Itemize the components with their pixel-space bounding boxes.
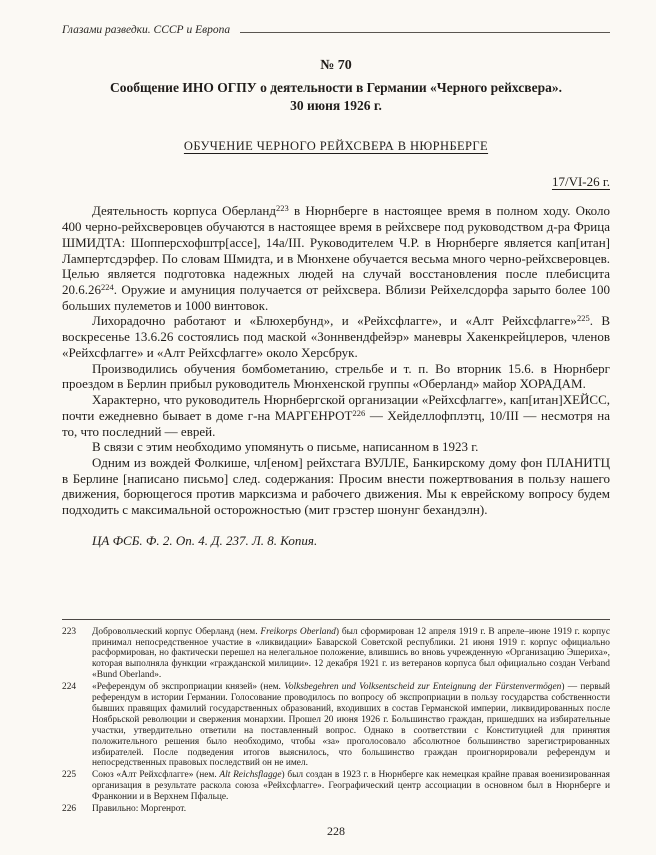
footnote-text: Союз «Алт Рейхсфлагге» (нем. Alt Reichsflagge) был создан в 1923 г. в Нюрнберге как немецкая крайне правая военизированная организация в результате раскола союза «Рейхсфлагге». Географический центр ассоциации в основном был в Нюрнберге и Франконии и в Верхнем Пфальце. bbox=[92, 770, 610, 803]
archive-reference: ЦА ФСБ. Ф. 2. Оп. 4. Д. 237. Л. 8. Копия. bbox=[92, 532, 318, 548]
body-paragraph: Характерно, что руководитель Нюрнбергской организации «Рейхсфлагге», кап[итан]ХЕЙСС, почти ежедневно бывает в доме г-на МАРГЕНРОТ$^{226}$ — Хейделлофплэтц, 10/III — несмотря на то, что последний — еврей. bbox=[62, 392, 610, 439]
footnote bbox=[62, 682, 610, 769]
footnote-list bbox=[62, 627, 610, 815]
footnote-reference: 224 bbox=[101, 281, 114, 292]
document-title-date: 30 июня 1926 г. bbox=[290, 98, 382, 114]
footnote-reference: 223 bbox=[275, 203, 289, 214]
footnote-separator bbox=[62, 619, 610, 620]
footnote-text: Правильно: Моргенрот. bbox=[92, 804, 187, 815]
footnote-number: 223 bbox=[62, 626, 77, 637]
document-title-line: Сообщение ИНО ОГПУ о деятельности в Германии «Черного рейхсвера». bbox=[110, 80, 562, 95]
footnote bbox=[62, 770, 610, 803]
document-title bbox=[62, 79, 610, 115]
running-header bbox=[62, 24, 610, 36]
section-heading-row bbox=[62, 137, 610, 155]
footnotes-section bbox=[62, 619, 610, 816]
footnote-reference: 225 bbox=[576, 313, 590, 324]
footnote bbox=[62, 804, 610, 815]
body-paragraph: Деятельность корпуса Оберланд$^{223}$ в Нюрнберге в настоящее время в полном ходу. Около 400 черно-рейхсверовцев обучаются в настоящее время в рейхсвере под руководством д-ра Фрица ШМИДТА: Шопперсхофштр[ассе], 14а/III. Руководителем Ч.Р. в Нюрнберге является кап[итан] Лампертсдэрфер. По словам Шмидта, и в Мюнхене обучается весьма много черно-рейхсверовцев. Целью является подготовка надежных людей на случай восстановления после плебисцита 20.6.26$^{224}$. Оружие и амуниция получается от рейхсвера. Вблизи Рейхелсдорфа зарыто более 100 больших пулеметов и 1000 винтовок. bbox=[62, 203, 610, 313]
footnote-number: 225 bbox=[62, 770, 77, 781]
section-heading: ОБУЧЕНИЕ ЧЕРНОГО РЕЙХСВЕРА В НЮРНБЕРГЕ bbox=[183, 139, 489, 154]
footnote-number: 224 bbox=[62, 682, 77, 693]
date-note-row bbox=[62, 173, 610, 191]
footnote-text: «Референдум об экспроприации князей» (нем. Volksbegehren und Volksentscheid zur Enteignung der Fürstenvermögen) — первый референдум в истории Германии. Голосование проводилось по вопросу об экспроприации в пользу государства собственности бывших правящих фамилий государственных образований, входивших в состав Германской империи, ликвидированных после Ноябрьской революции и свержения монархии. Прошел 20 июня 1926 г. Большинство граждан, пришедших на избирательные участки, утвердительно ответили на поставленный вопрос. Однако в соответствии с Конституцией для принятия положительного решения было необходимо, чтобы «за» проголосовало абсолютное большинство зарегистрированных избирателей. После подведения итогов выяснилось, что большинство граждан проигнорировали референдум и непосредственных правовых последствий он не имел. bbox=[92, 682, 611, 769]
date-note: 17/VI-26 г. bbox=[551, 174, 610, 190]
footnote-reference: 226 bbox=[352, 407, 366, 418]
body-paragraph: Лихорадочно работают и «Блюхербунд», и «Рейхсфлагге», и «Алт Рейхсфлагге»$^{225}$. В воскресенье 13.6.26 состоялись под маской «Зоннвендфейэр» маневры Хакенкрейцлеров, членов «Рейхсфлагге» и «Алт Рейхсфлагге» около Херсбрук. bbox=[62, 313, 610, 360]
running-header-rule bbox=[240, 32, 610, 33]
body-paragraph: Производились обучения бомбометанию, стрельбе и т. п. Во вторник 15.6. в Нюрнберг проездом в Берлин прибыл руководитель Мюнхенской группы «Оберланд» майор ХОРАДАМ. bbox=[62, 360, 610, 392]
body-paragraph: В связи с этим необходимо упомянуть о письме, написанном в 1923 г. bbox=[92, 439, 479, 455]
document-body bbox=[62, 203, 610, 517]
footnote-number: 226 bbox=[62, 804, 77, 815]
running-header-title: Глазами разведки. СССР и Европа bbox=[62, 24, 231, 36]
footnote bbox=[62, 627, 610, 682]
footnote-text: Добровольческий корпус Оберланд (нем. Freikorps Oberland) был сформирован 12 апреля 1919 г. В апреле–июне 1919 г. корпус принимал непосредственное участие в «ликвидации» Баварской Советской республики. 21 июня 1919 г. корпус официально расформирован, но фактически перешел на нелегальное положение, влившись во вновь учрежденную «Организацию Эшериха», которая выполняла функции «гражданской милиции». 12 декабря 1921 г. из ветеранов корпуса был официально создан Verband «Bund Oberland». bbox=[92, 626, 610, 681]
document-number: № 70 bbox=[320, 58, 352, 73]
body-paragraph: Одним из вождей Фолкише, чл[еном] рейхстага ВУЛЛЕ, Банкирскому дому фон ПЛАНИТЦ в Берлине [написано письмо] след. содержания: Просим внести пожертвования в пользу нашего движения, борющегося против марксизма и рабочего движения. Мы к еврейскому вопросу будем подходить с максимальной осторожностью (мит грэстер шонунг бехандэлн). bbox=[62, 454, 610, 518]
page-number: 228 bbox=[327, 824, 345, 838]
